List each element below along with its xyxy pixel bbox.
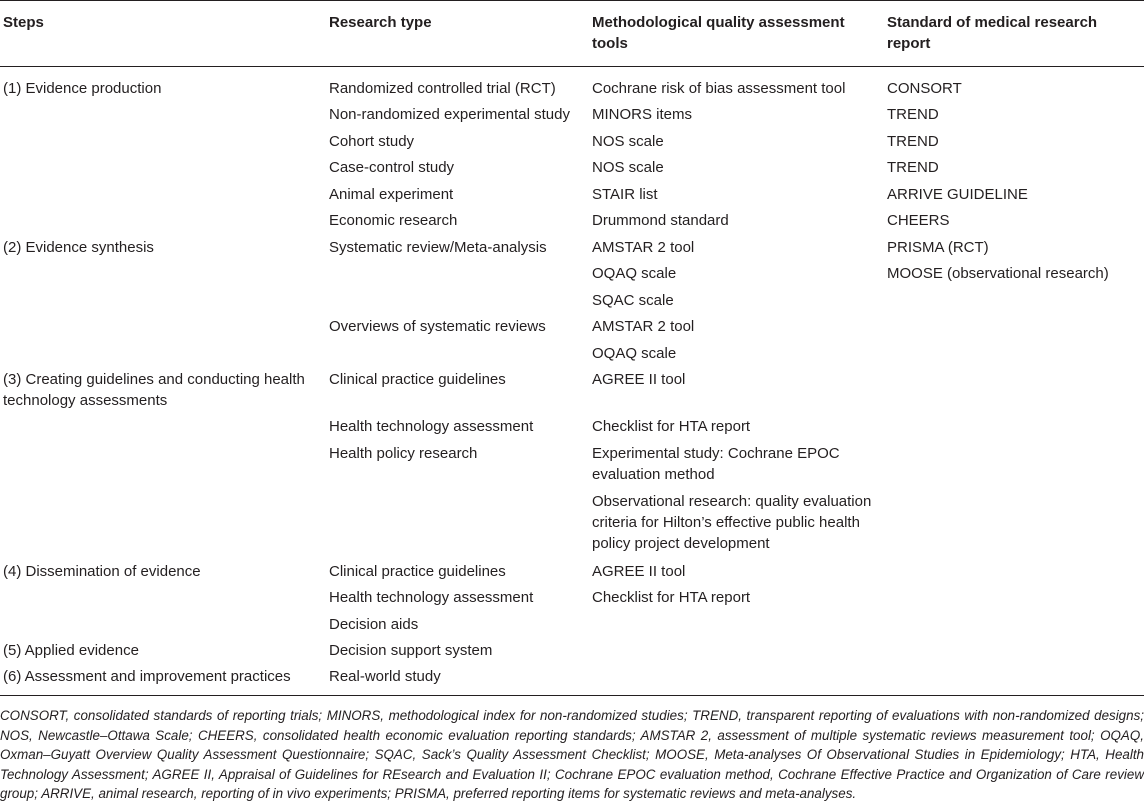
tool-cell: NOS scale (592, 133, 664, 150)
column-header-steps: Steps (3, 14, 44, 31)
research-type-cell: Randomized controlled trial (RCT) (329, 80, 556, 97)
tool-cell: AGREE II tool (592, 371, 686, 388)
standard-cell: TREND (887, 106, 939, 123)
column-header-research-type: Research type (329, 14, 432, 31)
standard-cell: CHEERS (887, 212, 950, 229)
research-type-cell: Real-world study (329, 668, 441, 685)
standard-cell: TREND (887, 159, 939, 176)
tool-cell: OQAQ scale (592, 345, 677, 362)
tool-cell: SQAC scale (592, 292, 674, 309)
step-cell: (3) Creating guidelines and conducting health technology assessments (3, 371, 305, 409)
research-type-cell: Health technology assessment (329, 589, 534, 606)
step-cell: (5) Applied evidence (3, 642, 139, 659)
tool-cell: AGREE II tool (592, 563, 686, 580)
tool-cell: AMSTAR 2 tool (592, 318, 695, 335)
research-type-cell: Overviews of systematic reviews (329, 318, 546, 335)
header-rule (0, 66, 1144, 67)
tool-cell: Cochrane risk of bias assessment tool (592, 80, 846, 97)
tool-cell: Experimental study: Cochrane EPOC evaluation method (592, 445, 840, 483)
research-type-cell: Animal experiment (329, 186, 454, 203)
research-type-cell: Decision support system (329, 642, 493, 659)
standard-cell: MOOSE (observational research) (887, 265, 1109, 282)
step-cell: (4) Dissemination of evidence (3, 563, 201, 580)
tool-cell: MINORS items (592, 106, 693, 123)
tool-cell: Observational research: quality evaluation criteria for Hilton’s effective public health policy project development (592, 493, 872, 552)
standard-cell: CONSORT (887, 80, 962, 97)
standard-cell: TREND (887, 133, 939, 150)
standard-cell: PRISMA (RCT) (887, 239, 989, 256)
research-type-cell: Clinical practice guidelines (329, 371, 506, 388)
research-type-cell: Health technology assessment (329, 418, 534, 435)
research-type-cell: Health policy research (329, 445, 478, 462)
table-bottom-rule (0, 695, 1144, 696)
research-type-cell: Decision aids (329, 616, 419, 633)
research-type-cell: Systematic review/Meta-analysis (329, 239, 547, 256)
tool-cell: STAIR list (592, 186, 658, 203)
table-top-rule (0, 0, 1144, 1)
standard-cell: ARRIVE GUIDELINE (887, 186, 1028, 203)
step-cell: (1) Evidence production (3, 80, 162, 97)
research-type-cell: Case-control study (329, 159, 455, 176)
research-type-cell: Non-randomized experimental study (329, 106, 570, 123)
column-header-tools: Methodological quality assessment tools (592, 14, 845, 52)
step-cell: (6) Assessment and improvement practices (3, 668, 291, 685)
tool-cell: Checklist for HTA report (592, 589, 751, 606)
tool-cell: OQAQ scale (592, 265, 677, 282)
tool-cell: NOS scale (592, 159, 664, 176)
step-cell: (2) Evidence synthesis (3, 239, 154, 256)
column-header-standard: Standard of medical research report (887, 14, 1098, 52)
tool-cell: AMSTAR 2 tool (592, 239, 695, 256)
research-type-cell: Clinical practice guidelines (329, 563, 506, 580)
research-type-cell: Cohort study (329, 133, 415, 150)
research-type-cell: Economic research (329, 212, 458, 229)
tool-cell: Checklist for HTA report (592, 418, 751, 435)
table-footnote: CONSORT, consolidated standards of reporting trials; MINORS, methodological index for non-randomized studies; TREND, transparent reporting of evaluations with non-randomized designs; NOS, Newcastle–Ottawa Scale; CHEERS, consolidated health economic evaluation reporting standards; AMSTAR 2, assessment of multiple systematic reviews measurement tool; OQAQ, Oxman–Guyatt Overview Quality Assessment Questionnaire; SQAC, Sack’s Quality Assessment Checklist; MOOSE, Meta-analyses Of Observational Studies in Epidemiology; HTA, Health Technology Assessment; AGREE II, Appraisal of Guidelines for REsearch and Evaluation II; Cochrane EPOC evaluation method, Cochrane Effective Practice and Organization of Care review group; ARRIVE, animal research, reporting of in vivo experiments; PRISMA, preferred reporting items for systematic reviews and meta-analyses. (0, 708, 1144, 801)
tool-cell: Drummond standard (592, 212, 729, 229)
